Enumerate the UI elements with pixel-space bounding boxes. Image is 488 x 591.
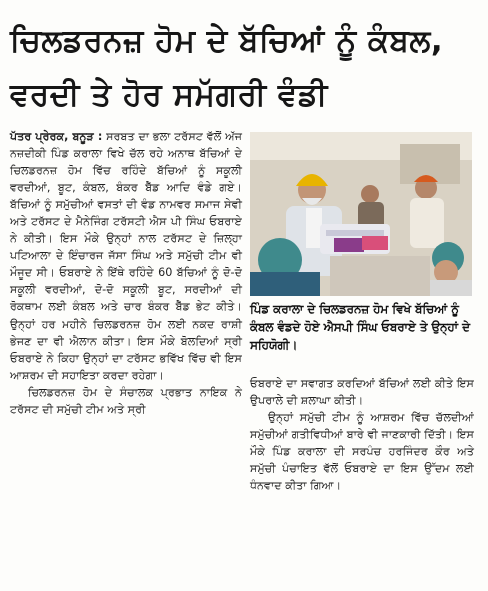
headline: ਚਿਲਡਰਨਜ਼ ਹੋਮ ਦੇ ਬੱਚਿਆਂ ਨੂੰ ਕੰਬਲ, ਵਰਦੀ ਤੇ ਹੋਰ ਸਮੱਗਰੀ ਵੰਡੀ <box>10 23 444 113</box>
photo-illustration <box>250 132 472 296</box>
paragraph-2: ਚਿਲਡਰਨਜ਼ ਹੋਮ ਦੇ ਸੰਚਾਲਕ ਪ੍ਰਭਾਤ ਨਾਇਕ ਨੇ ਟਰੱਸਟ ਦੀ ਸਮੁੱਚੀ ਟੀਮ ਅਤੇ ਸ੍ਰੀ <box>10 385 242 416</box>
photo-caption: ਪਿੰਡ ਕਰਾਲਾ ਦੇ ਚਿਲਡਰਨਜ਼ ਹੋਮ ਵਿਖੇ ਬੱਚਿਆਂ ਨੂੰ ਕੰਬਲ ਵੰਡਦੇ ਹੋਏ ਐਸਪੀ ਸਿੰਘ ਓਬਰਾਏ ਤੇ ਉਨ੍ਹਾਂ ਦੇ ਸਹਿਯੋਗੀ। <box>250 302 470 352</box>
lead-text: ਸਰਬਤ ਦਾ ਭਲਾ ਟਰੱਸਟ ਵੱਲੋਂ ਅੱਜ ਨਜ਼ਦੀਕੀ ਪਿੰਡ ਕਰਾਲਾ ਵਿਖੇ ਚੱਲ ਰਹੇ ਅਨਾਥ ਬੱਚਿਆਂ ਦੇ ਚਿਲਡਰਨਜ਼ ਹੋਮ ਵਿੱਚ ਰਹਿੰਦੇ ਬੱਚਿਆਂ ਨੂੰ ਸਕੂਲੀ ਵਰਦੀਆਂ, ਬੂਟ, ਕੰਬਲ, ਬੰਕਰ ਬੈੱਡ ਆਦਿ ਵੰਡੇ ਗਏ। ਬੱਚਿਆਂ ਨੂੰ ਸਮੁੱਚੀਆਂ ਵਸਤਾਂ ਦੀ ਵੰਡ ਨਾਮਵਰ ਸਮਾਜ ਸੇਵੀ ਅਤੇ ਟਰੱਸਟ ਦੇ ਮੈਨੇਜਿੰਗ ਟਰੱਸਟੀ ਐਸ ਪੀ ਸਿੰਘ ਓਬਰਾਏ ਨੇ ਕੀਤੀ। ਇਸ ਮੌਕੇ ਉਨ੍ਹਾਂ ਨਾਲ ਟਰੱਸਟ ਦੇ ਜ਼ਿਲ੍ਹਾ ਪਟਿਆਲਾ ਦੇ ਇੰਚਾਰਜ ਜੱਸਾ ਸਿੰਘ ਅਤੇ ਸਮੁੱਚੀ ਟੀਮ ਵੀ ਮੌਜੂਦ ਸੀ। ਓਬਰਾਏ ਨੇ ਇੱਥੇ ਰਹਿੰਦੇ 60 ਬੱਚਿਆਂ ਨੂੰ ਦੋ-ਦੋ ਸਕੂਲੀ ਵਰਦੀਆਂ, ਦੋ-ਦੋ ਸਕੂਲੀ ਬੂਟ, ਸਰਦੀਆਂ ਦੀ ਰੋਕਥਾਮ ਲਈ ਕੰਬਲ ਅਤੇ ਚਾਰ ਬੰਕਰ ਬੈੱਡ ਭੇਟ ਕੀਤੇ। ਉਨ੍ਹਾਂ ਹਰ ਮਹੀਨੇ ਚਿਲਡਰਨਜ਼ ਹੋਮ ਲਈ ਨਕਦ ਰਾਸ਼ੀ ਭੇਜਣ ਦਾ ਵੀ ਐਲਾਨ ਕੀਤਾ। ਇਸ ਮੌਕੇ ਬੋਲਦਿਆਂ ਸ੍ਰੀ ਓਬਰਾਏ ਨੇ ਕਿਹਾ ਉਨ੍ਹਾਂ ਦਾ ਟਰੱਸਟ ਭਵਿੱਖ ਵਿੱਚ ਵੀ ਇਸ ਆਸ਼ਰਮ ਦੀ ਸਹਾਇਤਾ ਕਰਦਾ ਰਹੇਗਾ। <box>10 130 242 382</box>
article-column-right <box>250 375 474 494</box>
lead-paragraph <box>10 128 242 384</box>
paragraph-3: ਓਬਰਾਏ ਦਾ ਸਵਾਗਤ ਕਰਦਿਆਂ ਬੱਚਿਆਂ ਲਈ ਕੀਤੇ ਇਸ ਉਪਰਾਲੇ ਦੀ ਸ਼ਲਾਘਾ ਕੀਤੀ। <box>250 377 474 408</box>
dateline: ਪੱਤਰ ਪ੍ਰੇਰਕ, ਬਨੂੜ : <box>10 130 103 143</box>
article-column-left <box>10 128 242 418</box>
news-photo <box>250 132 472 296</box>
paragraph-4: ਉਨ੍ਹਾਂ ਸਮੁੱਚੀ ਟੀਮ ਨੂੰ ਆਸ਼ਰਮ ਵਿੱਚ ਚੱਲਦੀਆਂ ਸਮੁੱਚੀਆਂ ਗਤੀਵਿਧੀਆਂ ਬਾਰੇ ਵੀ ਜਾਣਕਾਰੀ ਦਿੱਤੀ। ਇਸ ਮੌਕੇ ਪਿੰਡ ਕਰਾਲਾ ਦੀ ਸਰਪੰਚ ਹਰਜਿੰਦਰ ਕੌਰ ਅਤੇ ਸਮੁੱਚੀ ਪੰਚਾਇਤ ਵੱਲੋਂ ਓਬਰਾਏ ਦਾ ਇਸ ਉੱਦਮ ਲਈ ਧੰਨਵਾਦ ਕੀਤਾ ਗਿਆ। <box>250 411 474 493</box>
